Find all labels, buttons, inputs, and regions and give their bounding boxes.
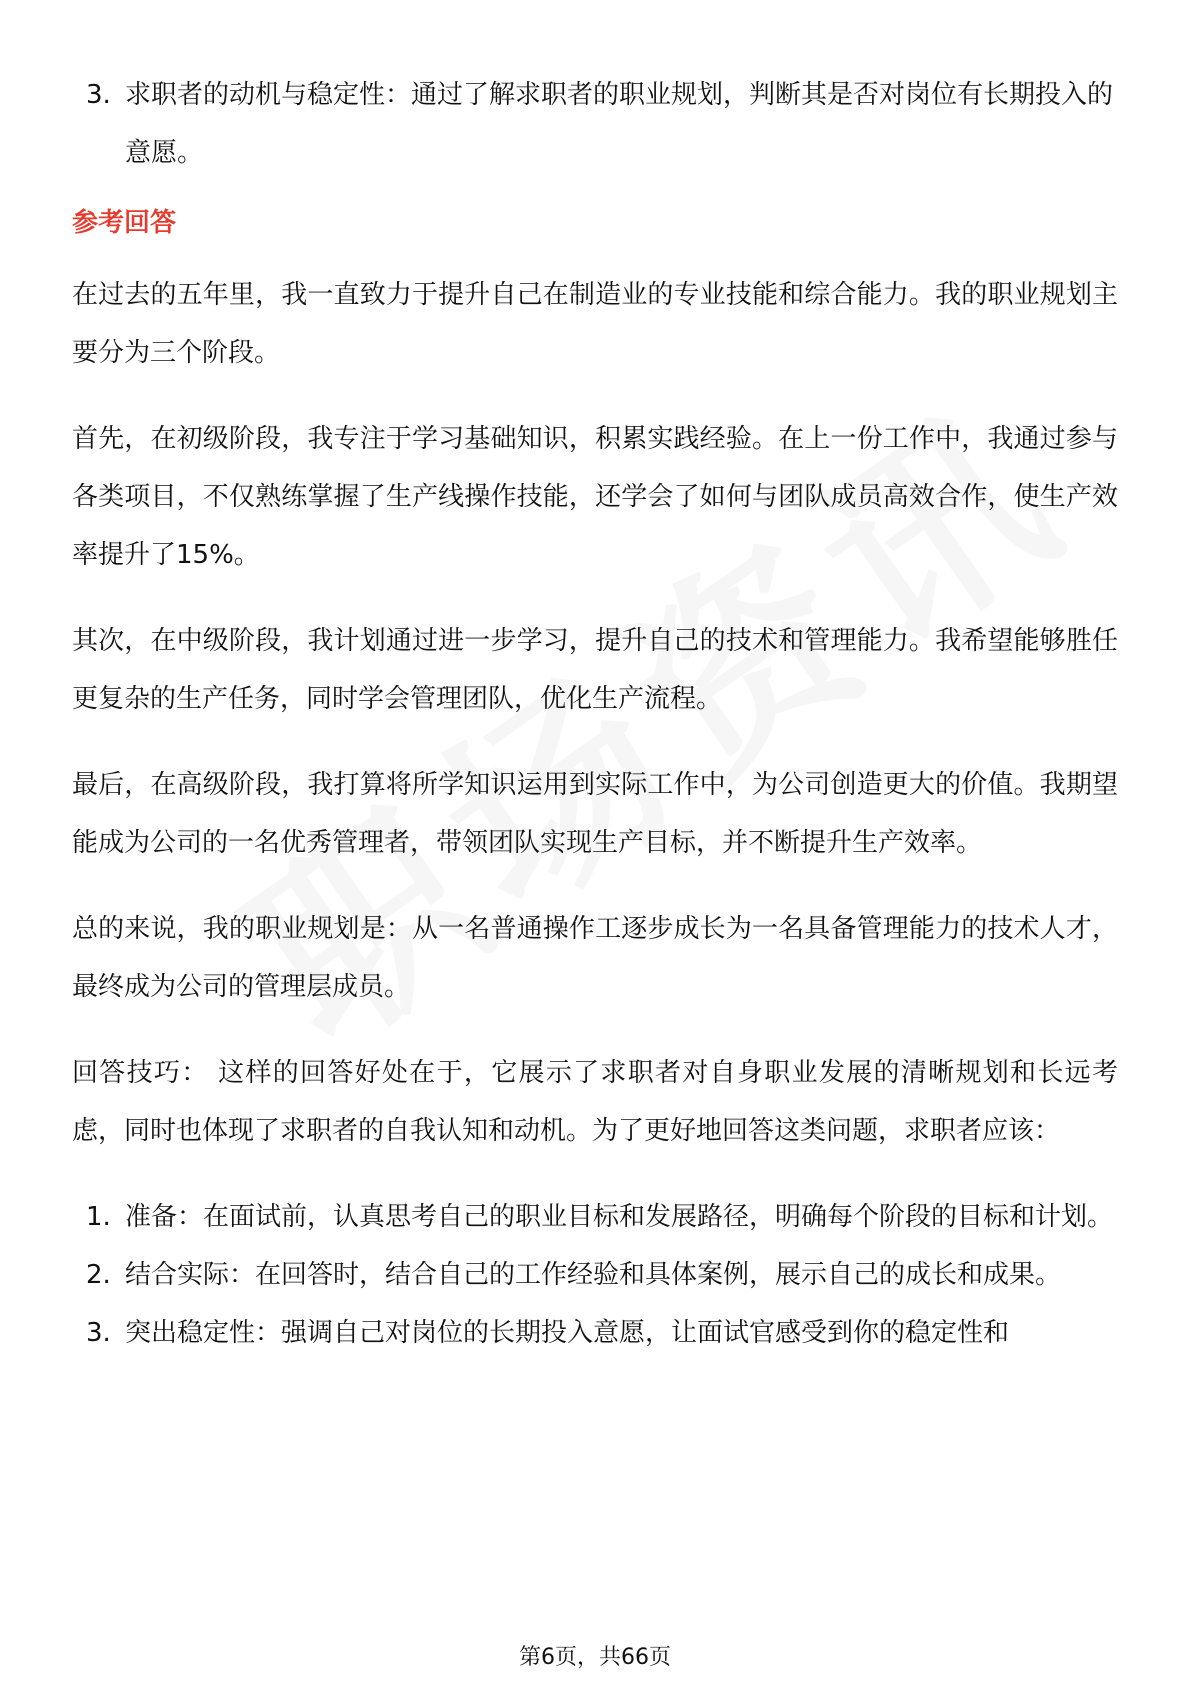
criteria-list <box>72 66 1118 182</box>
document-body <box>72 66 1118 1362</box>
list-number: 3. <box>86 80 111 110</box>
list-number: 1. <box>86 1202 111 1232</box>
paragraph-summary: 总的来说，我的职业规划是：从一名普通操作工逐步成长为一名具备管理能力的技术人才，最终成为公司的管理层成员。 <box>72 914 1118 1002</box>
paragraph-first-stage: 首先，在初级阶段，我专注于学习基础知识，积累实践经验。在上一份工作中，我通过参与各类项目，不仅熟练掌握了生产线操作技能，还学会了如何与团队成员高效合作，使生产效率提升了15%。 <box>72 424 1118 570</box>
list-text: 结合实际：在回答时，结合自己的工作经验和具体案例，展示自己的成长和成果。 <box>125 1260 1062 1290</box>
list-text: 求职者的动机与稳定性：通过了解求职者的职业规划，判断其是否对岗位有长期投入的意愿。 <box>125 80 1114 168</box>
paragraph-second-stage: 其次，在中级阶段，我计划通过进一步学习，提升自己的技术和管理能力。我希望能够胜任更复杂的生产任务，同时学会管理团队，优化生产流程。 <box>72 626 1118 714</box>
paragraph-final-stage: 最后，在高级阶段，我打算将所学知识运用到实际工作中，为公司创造更大的价值。我期望能成为公司的一名优秀管理者，带领团队实现生产目标，并不断提升生产效率。 <box>72 770 1118 858</box>
tips-list <box>72 1188 1118 1362</box>
paragraph-intro: 在过去的五年里，我一直致力于提升自己在制造业的专业技能和综合能力。我的职业规划主要分为三个阶段。 <box>72 280 1118 368</box>
list-text: 突出稳定性：强调自己对岗位的长期投入意愿，让面试官感受到你的稳定性和 <box>125 1318 1010 1348</box>
list-item <box>72 66 1118 182</box>
list-number: 3. <box>86 1318 111 1348</box>
list-text: 准备：在面试前，认真思考自己的职业目标和发展路径，明确每个阶段的目标和计划。 <box>125 1202 1114 1232</box>
list-number: 2. <box>86 1260 111 1290</box>
list-item <box>72 1304 1118 1362</box>
page-footer: 第6页，共66页 <box>519 1645 671 1670</box>
section-heading: 参考回答 <box>72 208 177 238</box>
paragraph-tips: 回答技巧： 这样的回答好处在于，它展示了求职者对自身职业发展的清晰规划和长远考虑，同时也体现了求职者的自我认知和动机。为了更好地回答这类问题，求职者应该： <box>72 1058 1118 1146</box>
list-item <box>72 1246 1118 1304</box>
list-item <box>72 1188 1118 1246</box>
